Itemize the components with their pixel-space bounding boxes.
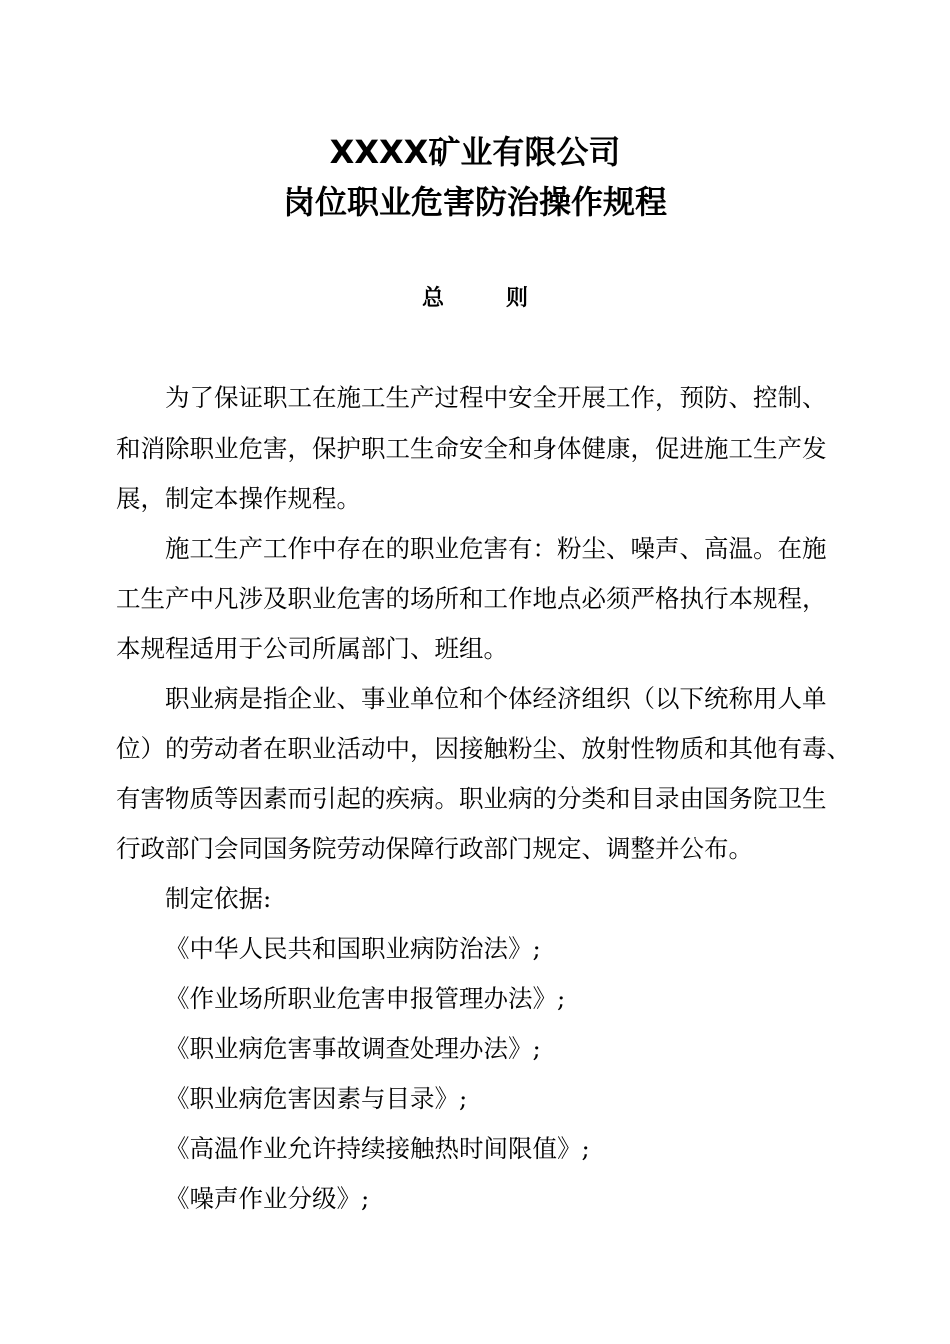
- body-line: 行政部门会同国务院劳动保障行政部门规定、调整并公布。: [116, 834, 753, 863]
- reference-item: 《中华人民共和国职业病防治法》;: [165, 934, 541, 963]
- body-line: 施工生产工作中存在的职业危害有：粉尘、噪声、高温。在施: [165, 534, 827, 563]
- reference-item: 《职业病危害事故调查处理办法》;: [165, 1034, 541, 1063]
- body-line: 工生产中凡涉及职业危害的场所和工作地点必须严格执行本规程，: [116, 584, 827, 613]
- company-title: XXXX矿业有限公司: [329, 133, 621, 171]
- reference-item: 《作业场所职业危害申报管理办法》;: [165, 984, 566, 1013]
- body-line: 展，制定本操作规程。: [116, 484, 361, 513]
- body-line: 制定依据:: [165, 884, 272, 913]
- body-line: 职业病是指企业、事业单位和个体经济组织（以下统称用人单: [165, 684, 827, 713]
- document-title: 岗位职业危害防治操作规程: [282, 183, 667, 221]
- body-line: 本规程适用于公司所属部门、班组。: [116, 634, 508, 663]
- reference-item: 《噪声作业分级》;: [165, 1184, 370, 1213]
- body-line: 为了保证职工在施工生产过程中安全开展工作，预防、控制、: [165, 383, 827, 412]
- reference-item: 《高温作业允许持续接触热时间限值》;: [165, 1134, 590, 1163]
- body-line: 位）的劳动者在职业活动中，因接触粉尘、放射性物质和其他有毒、: [116, 734, 851, 763]
- body-line: 和消除职业危害，保护职工生命安全和身体健康，促进施工生产发: [116, 434, 827, 463]
- reference-item: 《职业病危害因素与目录》;: [165, 1084, 468, 1113]
- section-heading: 总则: [421, 286, 590, 311]
- body-line: 有害物质等因素而引起的疾病。职业病的分类和目录由国务院卫生: [116, 784, 827, 813]
